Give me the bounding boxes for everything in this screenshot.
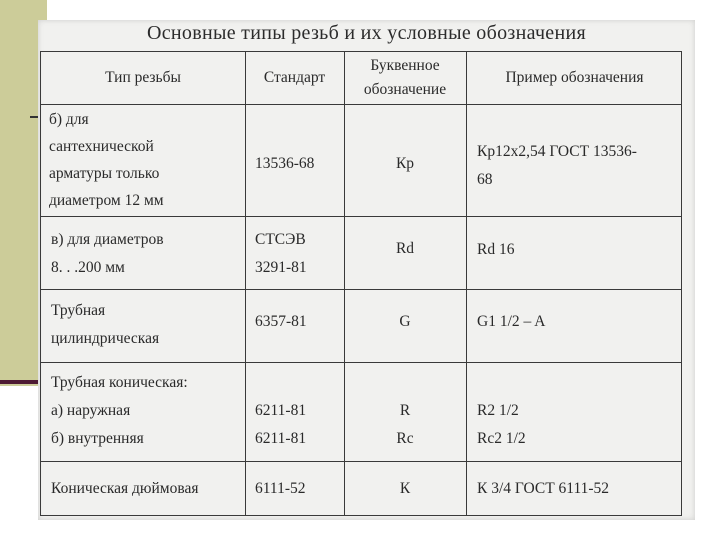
row-1-type: б) для сантехнической арматуры только диаметром 12 мм	[49, 111, 164, 209]
table-divider	[41, 461, 681, 462]
row-3-standard: 6357-81	[255, 313, 307, 330]
row-2-standard: СТСЭВ 3291-81	[255, 231, 307, 276]
row-5-type: Коническая дюймовая	[51, 480, 199, 497]
row-3-type: Трубная цилиндрическая	[51, 302, 160, 347]
row-2-example: Rd 16	[477, 241, 515, 258]
header-standard: Стандарт	[263, 69, 326, 86]
row-5-example: К 3/4 ГОСТ 6111-52	[477, 480, 610, 497]
row-1-example: Кр12х2,54 ГОСТ 13536- 68	[477, 143, 637, 188]
table-divider	[41, 104, 681, 105]
row-4-standard: 6211-81 6211-81	[255, 402, 307, 447]
table-divider	[466, 52, 467, 515]
table-title: Основные типы резьб и их условные обозначения	[146, 22, 586, 44]
table-divider	[41, 362, 681, 363]
row-1-letter: Кр	[395, 155, 415, 172]
table-divider	[41, 216, 681, 217]
row-4-example: R2 1/2 Rc2 1/2	[477, 402, 526, 447]
row-3-letter: G	[399, 313, 411, 330]
table-divider	[41, 289, 681, 290]
header-thread-type: Тип резьбы	[105, 69, 181, 86]
row-5-letter: К	[399, 480, 411, 497]
row-3-example: G1 1/2 – A	[477, 313, 546, 330]
table-divider	[245, 52, 246, 515]
scanned-table-image	[38, 20, 695, 520]
row-2-type: в) для диаметров 8. . .200 мм	[51, 231, 164, 276]
row-4-type: Трубная коническая: а) наружная б) внутренняя	[51, 374, 188, 447]
row-5-standard: 6111-52	[255, 480, 306, 497]
header-letter-designation: Буквенное обозначение	[363, 57, 447, 98]
row-2-letter: Rd	[395, 240, 415, 257]
row-1-standard: 13536-68	[255, 155, 315, 172]
header-example: Пример обозначения	[505, 69, 644, 86]
row-4-letter: R Rc	[396, 402, 414, 447]
thread-types-table	[40, 51, 682, 516]
